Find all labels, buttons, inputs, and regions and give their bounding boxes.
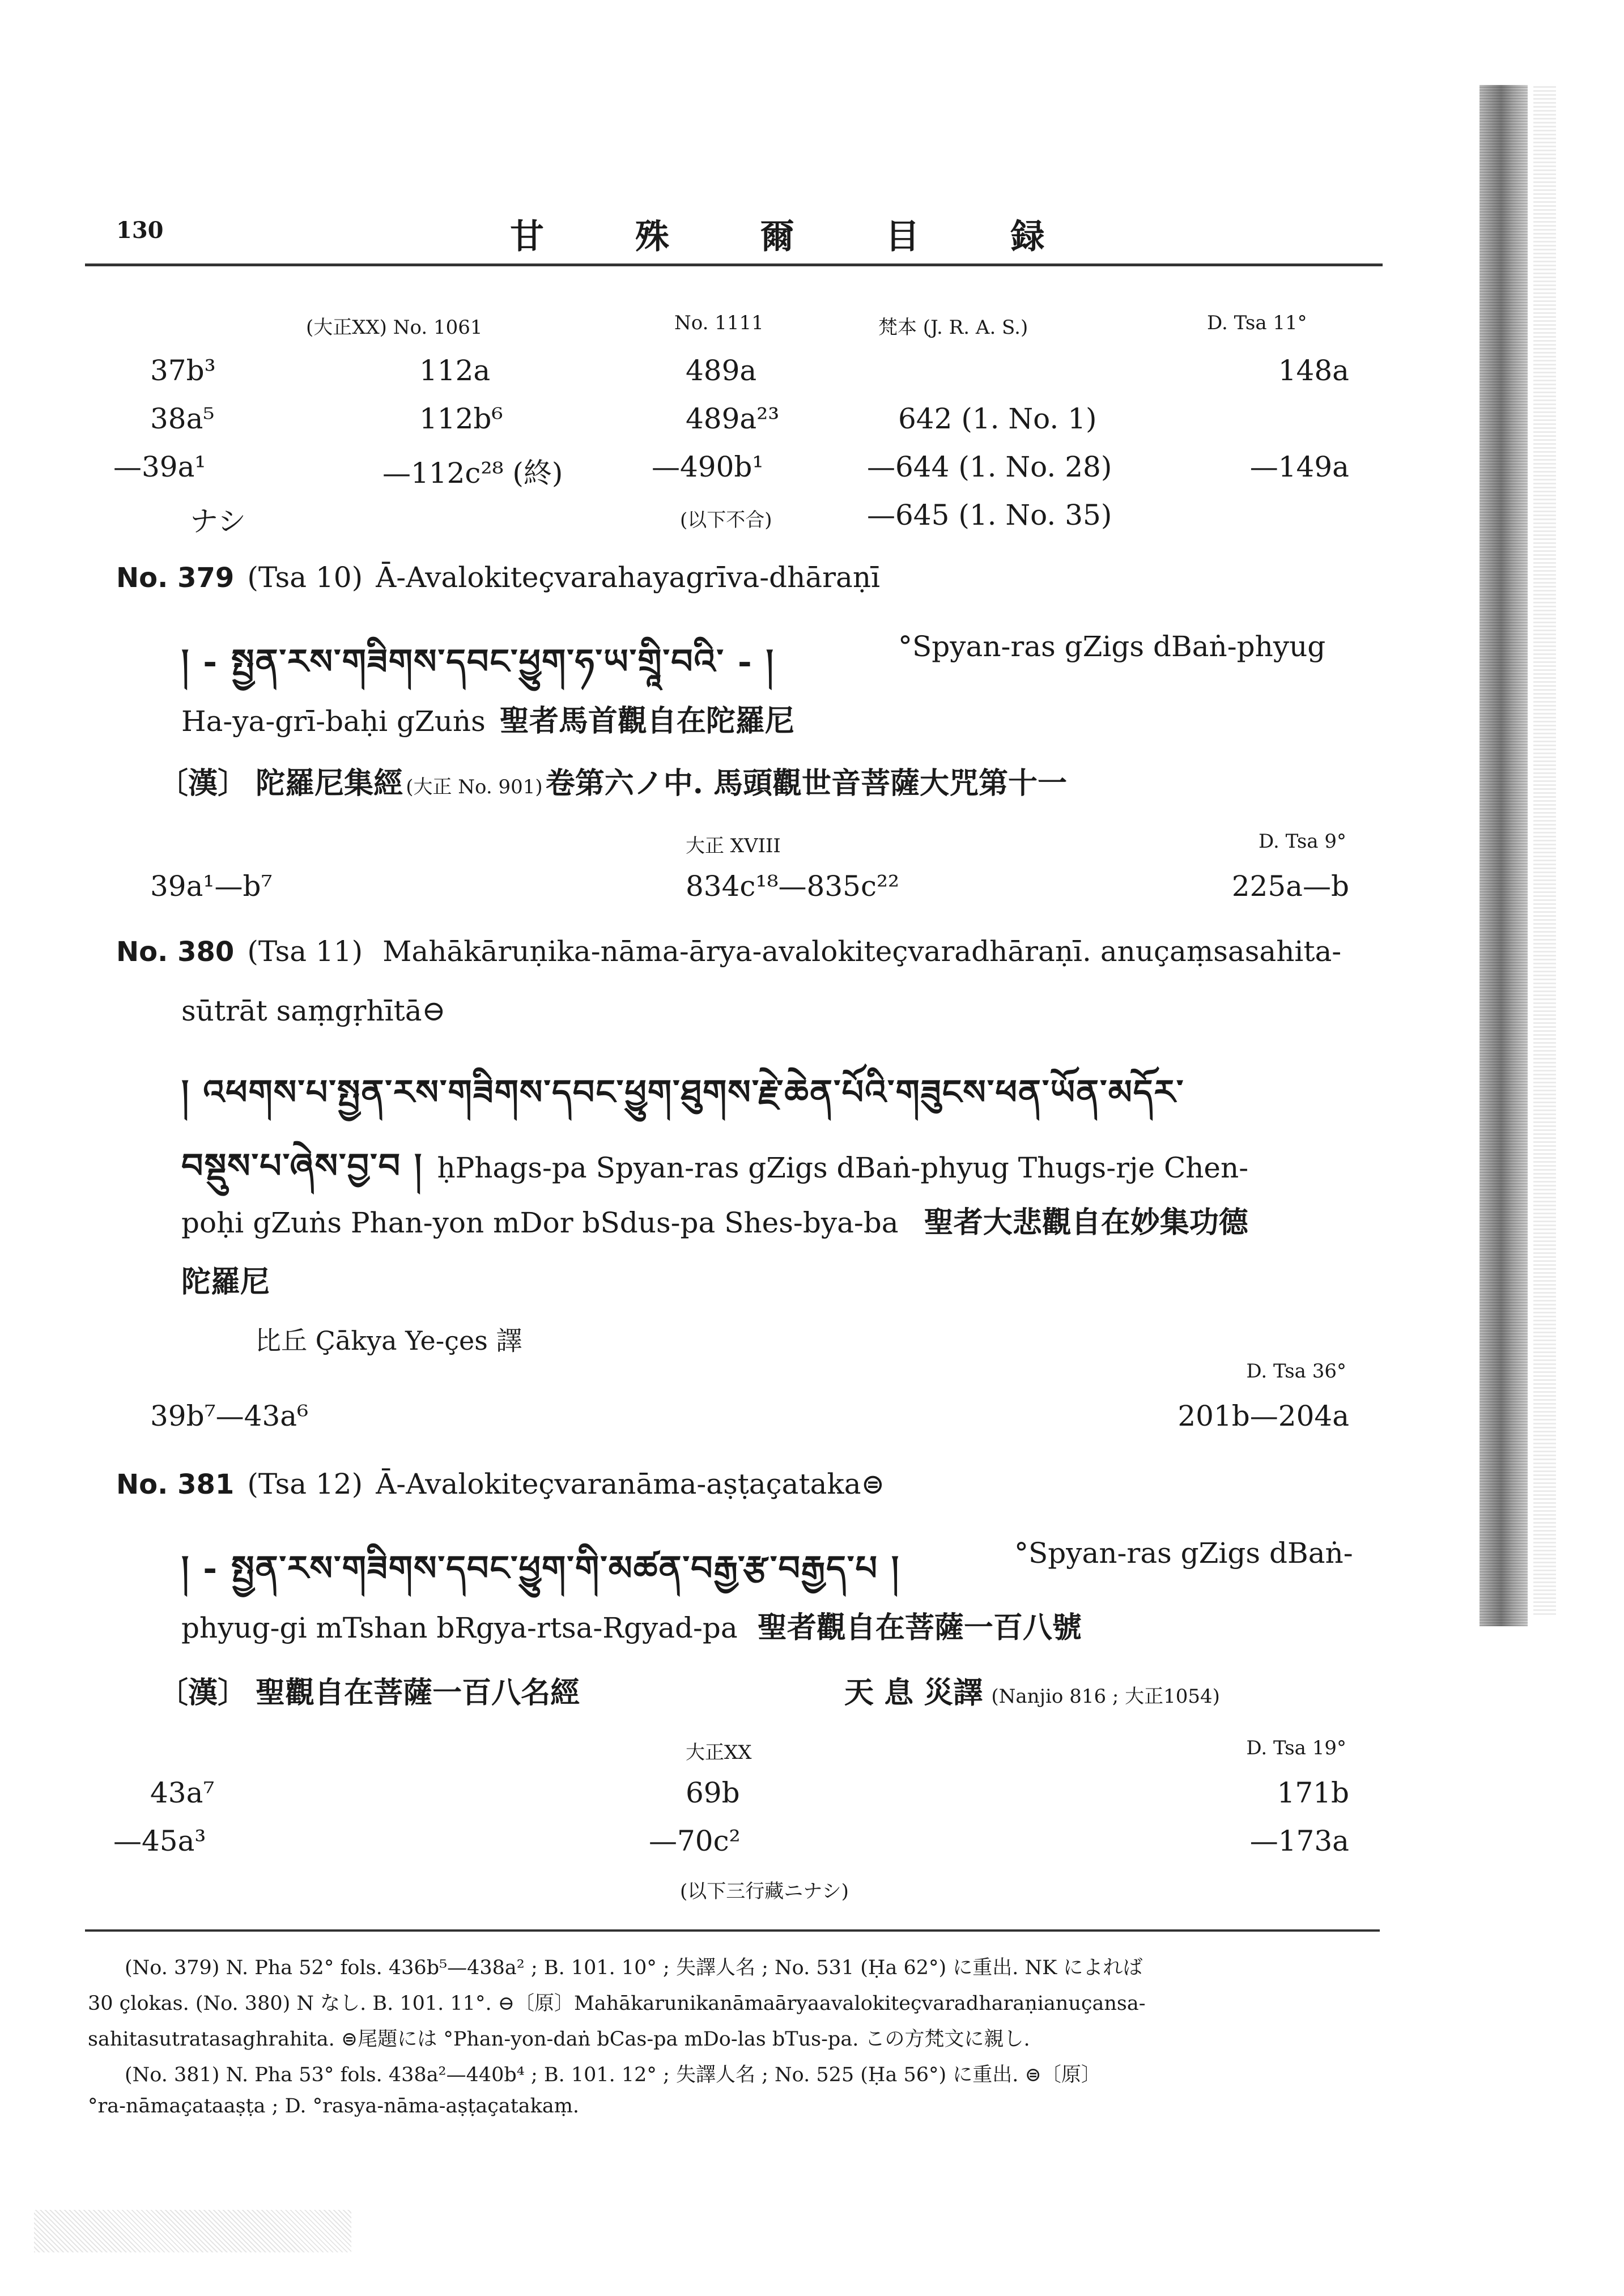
table-cell: 39b⁷—43a⁶ [150,1400,309,1432]
page-title: 甘 殊 爾 目 録 [510,217,1085,257]
tibetan-title: ། - སྤྱན་རས་གཟིགས་དབང་ཕྱུག་གི་མཚན་བརྒྱ་རྩ་བརྒྱད་པ ། [181,1549,900,1588]
footnote-line: °ra-nāmaçataaṣṭa ; D. °rasya-nāma-aṣṭaçatakaṃ. [88,2095,580,2118]
table-cell: 37b³ [150,354,216,387]
table-cell: —490b¹ [652,450,764,483]
han-line: 〔漢〕 陀羅尼集經 (大正 No. 901) 卷第六ノ中. 馬頭觀世音菩薩大咒第十一 [159,766,1068,801]
table-cell: 489a²³ [686,402,780,435]
sanskrit-continued: sūtrāt saṃgṛhītā⊖ [181,994,446,1027]
table-cell: 834c¹⁸—835c²² [686,870,900,903]
table-cell: 38a⁵ [150,402,215,435]
page-number: 130 [116,217,164,244]
table-cell: 225a—b [1231,870,1349,903]
translator: 比丘 Çākya Ye-çes 譯 [255,1325,522,1356]
table-cell: ナシ [190,505,246,538]
table-cell: 43a⁷ [150,1776,215,1809]
table-header: No. 1111 [674,312,764,334]
footnote-line: 30 çlokas. (No. 380) N なし. B. 101. 11°. ⊖〔原〕Mahākarunikanāmaāryaavalokiteçvaradharaṇianuçansa- [88,1992,1146,2015]
transliteration: °Spyan-ras gZigs dBaṅ- [1014,1537,1353,1570]
entry-heading: No. 380 (Tsa 11) Mahākāruṇika-nāma-ārya-avalokiteçvaradhāraṇī. anuçaṃsasahita- [116,935,1342,968]
title-cjk: 陀羅尼 [181,1265,270,1299]
table-header: 梵本 (J. R. A. S.) [878,316,1028,339]
translit-line: Ha-ya-grī-baḥi gZuṅs 聖者馬首觀自在陀羅尼 [181,704,794,738]
table-cell: 148a [1278,354,1349,387]
table-cell: —45a³ [113,1825,206,1857]
table-cell: 112b⁶ [419,402,503,435]
col-header: D. Tsa 36° [1246,1360,1346,1383]
table-cell: 201b—204a [1177,1400,1349,1432]
scan-noise [34,2210,351,2252]
table-cell: 112a [419,354,491,387]
translit-line: poḥi gZuṅs Phan-yon mDor bSdus-pa Shes-bya-ba 聖者大悲觀自在妙集功德 [181,1205,1248,1240]
transliteration: °Spyan-ras gZigs dBaṅ-phyug [898,630,1326,663]
han-line: 〔漢〕 聖觀自在菩薩一百八名經 [159,1676,580,1710]
table-cell: —39a¹ [113,450,206,483]
table-cell: —173a [1249,1825,1349,1857]
table-cell: —112c²⁸ (終) [382,457,563,490]
footnote-line: sahitasutratasaghrahita. ⊜尾題には °Phan-yon-daṅ bCas-pa mDo-las bTus-pa. この方梵文に親し. [88,2028,1030,2051]
col-header: D. Tsa 19° [1246,1737,1346,1759]
han-translator: 天 息 災譯 (Nanjio 816 ; 大正1054) [844,1676,1220,1710]
entry-heading: No. 379 (Tsa 10) Ā-Avalokiteçvarahayagrīva-dhāraṇī [116,561,881,594]
table-cell: 69b [686,1776,740,1809]
tibetan-title: ། - སྤྱན་རས་གཟིགས་དབང་ཕྱུག་ཧ་ཡ་གྲཱི་བའི་ - ། [181,642,775,682]
col-header: D. Tsa 9° [1258,830,1346,853]
table-cell: —149a [1249,450,1349,483]
table-cell: 642 (1. No. 1) [898,402,1097,435]
note: (以下三行藏ニナシ) [680,1880,849,1903]
table-header: (大正XX) No. 1061 [306,316,483,339]
col-header: 大正 XVIII [686,835,781,857]
table-cell: —644 (1. No. 28) [867,450,1112,483]
footnote-rule [85,1929,1380,1932]
table-cell: —645 (1. No. 35) [867,499,1112,532]
table-cell: 39a¹—b⁷ [150,870,273,903]
footnote-line: (No. 379) N. Pha 52° fols. 436b⁵—438a² ; B. 101. 10° ; 失譯人名 ; No. 531 (Ḥa 62°) に重出. NK によれば [125,1957,1143,1979]
footnote-line: (No. 381) N. Pha 53° fols. 438a²—440b⁴ ; B. 101. 12° ; 失譯人名 ; No. 525 (Ḥa 56°) に重出. ⊜〔原〕 [125,2064,1101,2086]
table-cell: (以下不合) [680,509,772,532]
tibetan-line: བསྡུས་པ་ཞེས་བྱ་བ ། ḥPhags-pa Spyan-ras gZigs dBaṅ-phyug Thugs-rje Chen- [181,1146,1249,1186]
table-header: D. Tsa 11° [1207,312,1307,334]
tibetan-title: ། འཕགས་པ་སྤྱན་རས་གཟིགས་དབང་ཕྱུག་ཐུགས་རྗེ་ཆེན་པོའི་གཟུངས་ཕན་ཡོན་མདོར་ [181,1073,1185,1112]
translit-line: phyug-gi mTshan bRgya-rtsa-Rgyad-pa 聖者觀自在菩薩一百八號 [181,1610,1082,1645]
col-header: 大正XX [686,1741,752,1764]
entry-heading: No. 381 (Tsa 12) Ā-Avalokiteçvaranāma-aṣṭaçataka⊜ [116,1468,885,1500]
table-cell: —70c² [649,1825,741,1857]
table-cell: 489a [686,354,757,387]
header-rule [85,263,1383,266]
table-cell: 171b [1277,1776,1349,1809]
scan-edge-shadow [1533,85,1556,1615]
scan-edge-shadow [1480,85,1528,1626]
